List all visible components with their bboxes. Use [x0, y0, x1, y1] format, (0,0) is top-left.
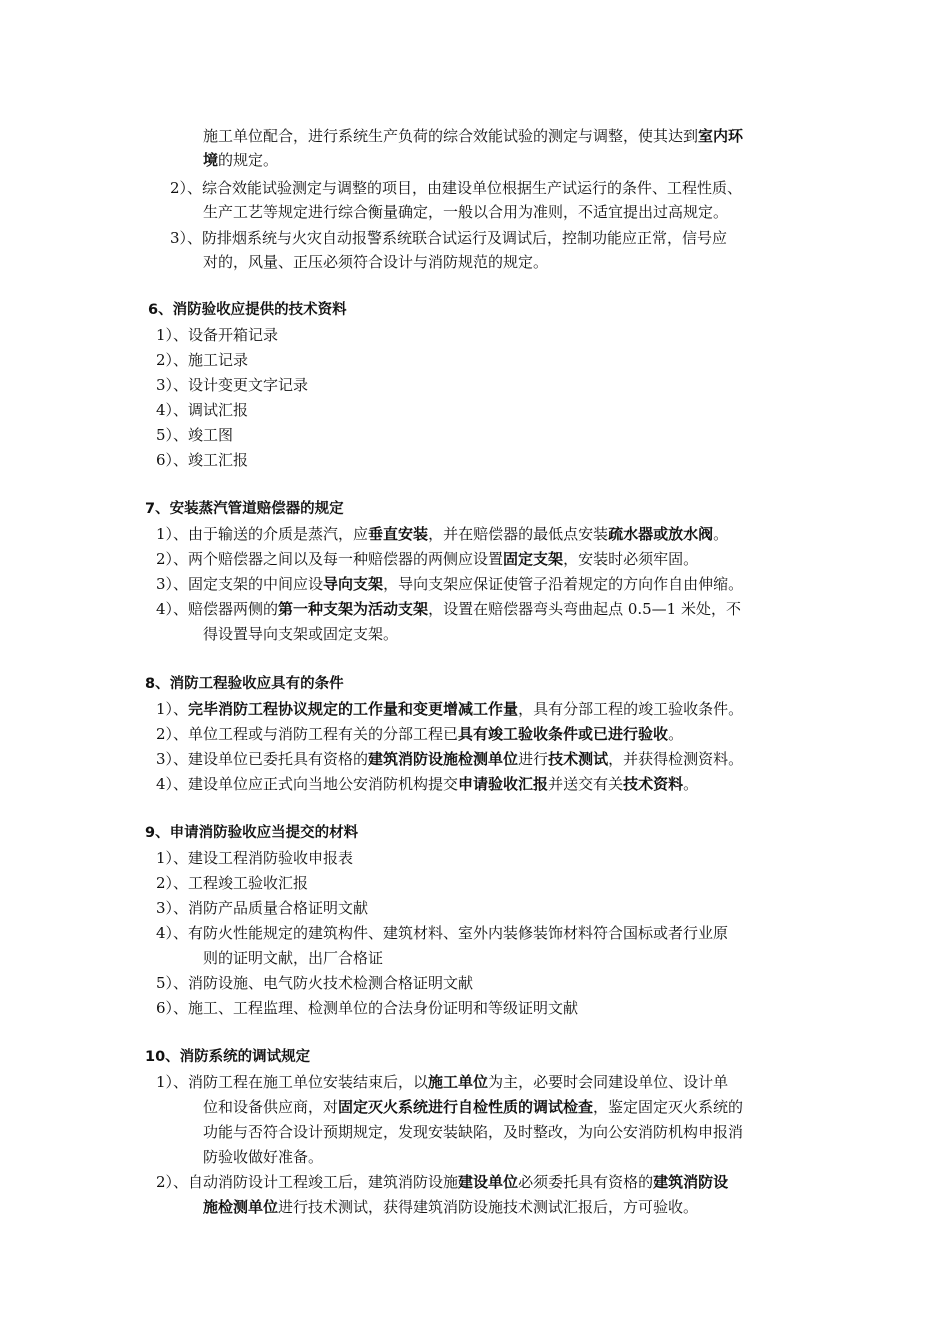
intro-line-1: 施工单位配合，进行系统生产负荷的综合效能试验的测定与调整，使其达到室内环	[203, 127, 744, 145]
section-8-heading: 8、消防工程验收应具有的条件	[145, 676, 344, 692]
section-8-item-2: 2）、单位工程或与消防工程有关的分部工程已具有竣工验收条件或已进行验收。	[156, 725, 684, 743]
section-9-heading: 9、申请消防验收应当提交的材料	[145, 825, 359, 841]
section-9-item-6: 6）、施工、工程监理、检测单位的合法身份证明和等级证明文献	[156, 999, 579, 1017]
section-9-item-4-cont: 则的证明文献，出厂合格证	[203, 949, 384, 967]
section-9-item-5: 5）、消防设施、电气防火技术检测合格证明文献	[156, 974, 474, 992]
section-9-item-2: 2）、工程竣工验收汇报	[156, 874, 309, 892]
section-7-heading: 7、安装蒸汽管道赔偿器的规定	[145, 501, 344, 517]
section-10-item-2: 2）、自动消防设计工程竣工后，建筑消防设施建设单位必须委托具有资格的建筑消防设	[156, 1173, 729, 1191]
section-10-item-1: 1）、消防工程在施工单位安装结束后，以施工单位为主，必要时会同建设单位、设计单	[156, 1073, 729, 1091]
section-6-item-1: 1）、设备开箱记录	[156, 326, 279, 344]
section-8-item-1: 1）、完毕消防工程协议规定的工作量和变更增减工作量，具有分部工程的竣工验收条件。	[156, 700, 744, 718]
intro-item-3-cont: 对的，风量、正压必须符合设计与消防规范的规定。	[203, 253, 549, 271]
section-9-item-1: 1）、建设工程消防验收申报表	[156, 849, 354, 867]
section-7-item-4-cont: 得设置导向支架或固定支架。	[203, 625, 399, 643]
section-9-item-3: 3）、消防产品质量合格证明文献	[156, 899, 369, 917]
section-10-heading: 10、消防系统的调试规定	[145, 1049, 311, 1065]
section-10-item-1-cont-1: 位和设备供应商，对固定灭火系统进行自检性质的调试检查，鉴定固定灭火系统的	[203, 1098, 744, 1116]
section-6-item-4: 4）、调试汇报	[156, 401, 249, 419]
section-7-item-1: 1）、由于输送的介质是蒸汽，应垂直安装，并在赔偿器的最低点安装疏水器或放水阀。	[156, 525, 729, 543]
section-7-item-2: 2）、两个赔偿器之间以及每一种赔偿器的两侧应设置固定支架，安装时必须牢固。	[156, 550, 699, 568]
section-8-item-4: 4）、建设单位应正式向当地公安消防机构提交申请验收汇报并送交有关技术资料。	[156, 775, 699, 793]
intro-item-2-cont: 生产工艺等规定进行综合衡量确定，一般以合用为准则，不适宜提出过高规定。	[203, 203, 729, 221]
section-6-item-2: 2）、施工记录	[156, 351, 249, 369]
section-6-item-6: 6）、竣工汇报	[156, 451, 249, 469]
section-6-item-5: 5）、竣工图	[156, 426, 234, 444]
section-10-item-1-cont-3: 防验收做好准备。	[203, 1148, 324, 1166]
section-10-item-2-cont: 施检测单位进行技术测试，获得建筑消防设施技术测试汇报后，方可验收。	[203, 1198, 699, 1216]
section-6-item-3: 3）、设计变更文字记录	[156, 376, 309, 394]
intro-line-2: 境的规定。	[203, 151, 279, 169]
section-7-item-3: 3）、固定支架的中间应设导向支架，导向支架应保证使管子沿着规定的方向作自由伸缩。	[156, 575, 744, 593]
section-8-item-3: 3）、建设单位已委托具有资格的建筑消防设施检测单位进行技术测试，并获得检测资料。	[156, 750, 744, 768]
section-10-item-1-cont-2: 功能与否符合设计预期规定，发现安装缺陷，及时整改，为向公安消防机构申报消	[203, 1123, 744, 1141]
section-9-item-4: 4）、有防火性能规定的建筑构件、建筑材料、室外内装修装饰材料符合国标或者行业原	[156, 924, 729, 942]
intro-item-2: 2）、综合效能试验测定与调整的项目，由建设单位根据生产试运行的条件、工程性质、	[170, 179, 743, 197]
intro-item-3: 3）、防排烟系统与火灾自动报警系统联合试运行及调试后，控制功能应正常，信号应	[170, 229, 728, 247]
section-7-item-4: 4）、赔偿器两侧的第一种支架为活动支架，设置在赔偿器弯头弯曲起点 0.5—1 米处，不	[156, 600, 741, 618]
section-6-heading: 6、消防验收应提供的技术资料	[148, 302, 347, 318]
